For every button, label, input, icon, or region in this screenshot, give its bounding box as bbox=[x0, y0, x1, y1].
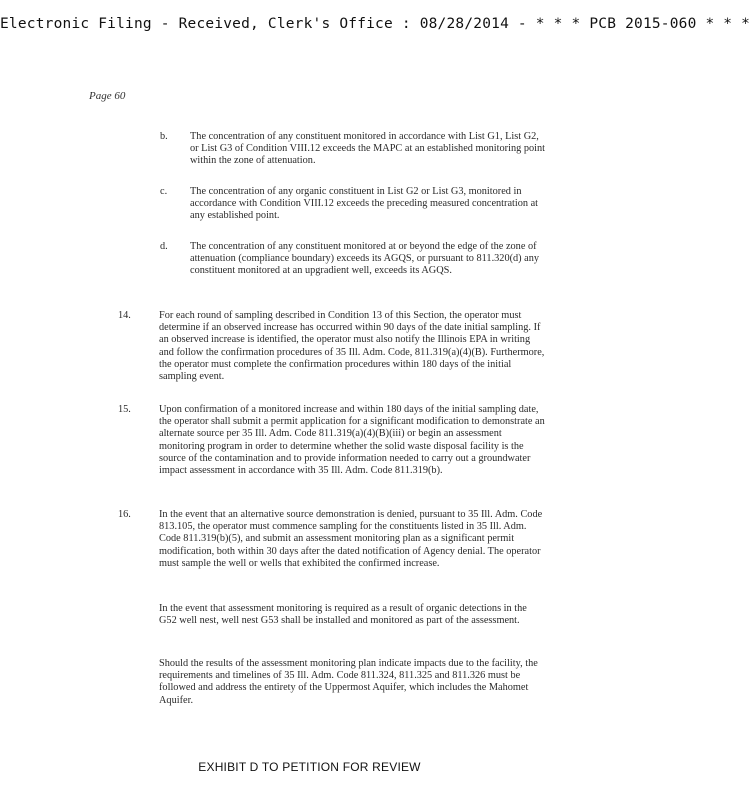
exhibit-footer: EXHIBIT D TO PETITION FOR REVIEW bbox=[198, 760, 421, 774]
list-item-text: The concentration of any constituent monitored at or beyond the edge of the zone of attenuation (compliance boundary) exceeds its AGQS, or pursuant to 811.320(d) any constituent monitored at an upgradient well, exceeds its AGQS. bbox=[190, 241, 540, 277]
condition-text: In the event that an alternative source demonstration is denied, pursuant to 35 Ill. Adm. Code 813.105, the operator must commence sampling for the constituents listed in 35 Ill. Adm. Code 811.319(b)(5), and submit an assessment monitoring plan as a significant permit modification, both within 30 days after the dated notification of Agency denial. The operator must sample the well or wells that exhibited the confirmed increase. bbox=[159, 509, 543, 569]
paragraph-assessment-results: Should the results of the assessment monitoring plan indicate impacts due to the facility, the requirements and timelines of 35 Ill. Adm. Code 811.324, 811.325 and 811.326 must be followed and address the entirety of the Uppermost Aquifer, which includes the Mahomet Aquifer. bbox=[159, 658, 538, 706]
list-item-label: d. bbox=[160, 241, 168, 252]
page-number: Page 60 bbox=[89, 90, 126, 102]
condition-text: For each round of sampling described in Condition 13 of this Section, the operator must determine if an observed increase has occurred within 90 days of the date initial sampling. If an observed increase is identified, the operator must also notify the Illinois EPA in writing and follow the confirmation procedures of 35 Ill. Adm. Code, 811.319(a)(4)(B). Furthermore, the operator must complete the confirmation procedures within 180 days of the initial sampling event. bbox=[159, 310, 545, 383]
list-item-label: c. bbox=[160, 186, 168, 197]
list-item-text: The concentration of any constituent monitored in accordance with List G1, List G2, or List G3 of Condition VIII.12 exceeds the MAPC at an established monitoring point within the zone of attenuation. bbox=[190, 131, 546, 167]
condition-number: 15. bbox=[118, 404, 131, 415]
list-item-text: The concentration of any organic constituent in List G2 or List G3, monitored in accordance with Condition VIII.12 exceeds the preceding measured concentration at any established point. bbox=[190, 186, 539, 222]
condition-number: 14. bbox=[118, 310, 131, 321]
filing-stamp-header: Electronic Filing - Received, Clerk's Office : 08/28/2014 - * * * PCB 2015-060 * * * bbox=[0, 16, 750, 32]
condition-text: Upon confirmation of a monitored increase and within 180 days of the initial sampling date, the operator shall submit a permit application for a significant modification to demonstrate an alternate source per 35 Ill. Adm. Code 811.319(a)(4)(B)(iii) or begin an assessment monitoring program in order to determine whether the solid waste disposal facility is the source of the contamination and to provide information needed to carry out a groundwater impact assessment in accordance with 35 Ill. Adm. Code 811.319(b). bbox=[159, 404, 545, 477]
list-item-label: b. bbox=[160, 131, 168, 142]
paragraph-organic-detections: In the event that assessment monitoring is required as a result of organic detections in the G52 well nest, well nest G53 shall be installed and monitored as part of the assessment. bbox=[159, 603, 527, 627]
condition-number: 16. bbox=[118, 509, 131, 520]
